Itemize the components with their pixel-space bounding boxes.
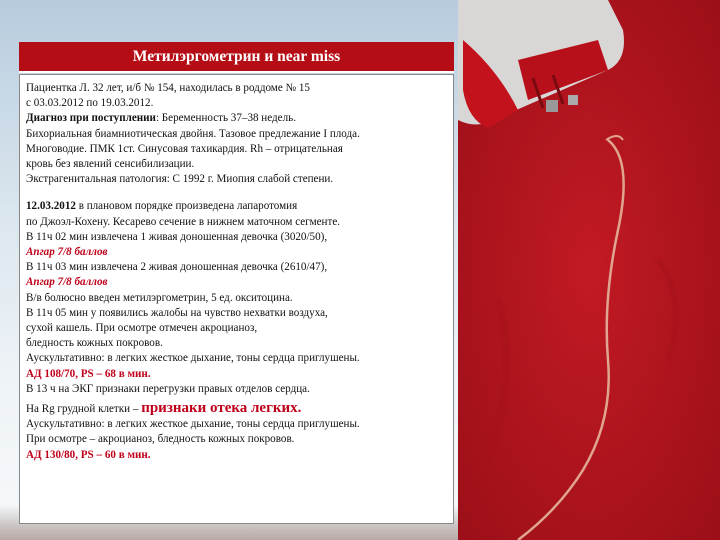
text-line	[26, 401, 447, 417]
slide-title: Метилэргометрин и near miss	[19, 42, 454, 73]
text-line: Многоводие. ПМК 1ст. Синусовая тахикардия. Rh – отрицательная	[26, 142, 343, 155]
text-line: В/в болюсно введен метилэргометрин, 5 ед. окситоцина.	[26, 291, 293, 304]
text-line: В 11ч 03 мин извлечена 2 живая доношенная девочка (2610/47),	[26, 261, 328, 274]
text-line: по Джоэл-Кохену. Кесарево сечение в нижнем маточном сегменте.	[26, 215, 341, 228]
apgar-score-2: Апгар 7/8 баллов	[26, 276, 108, 289]
text-line: сухой кашель. При осмотре отмечен акроцианоз,	[26, 322, 258, 335]
xray-prefix: На Rg грудной клетки –	[26, 403, 142, 416]
text-line: В 13 ч на ЭКГ признаки перегрузки правых отделов сердца.	[26, 382, 310, 395]
operation-text: в плановом порядке произведена лапаротомия	[75, 200, 298, 213]
text-line: Бихориальная биамниотическая двойня. Тазовое предлежание I плода.	[26, 127, 360, 140]
text-line: с 03.03.2012 по 19.03.2012.	[26, 97, 154, 110]
text-line: Аускультативно: в легких жесткое дыхание, тоны сердца приглушены.	[26, 352, 360, 365]
text-line: Пациентка Л. 32 лет, и/б № 154, находилась в роддоме № 15	[26, 82, 310, 94]
blood-bag-image	[458, 0, 720, 540]
text-line: бледность кожных покровов.	[26, 337, 163, 350]
text-line: Экстрагенитальная патология: С 1992 г. Миопия слабой степени.	[26, 173, 334, 186]
diagnosis-label: Диагноз при поступлении	[26, 112, 156, 125]
text-line	[26, 111, 447, 126]
text-line: кровь без явлений сенсибилизации.	[26, 158, 195, 171]
text-line: В 11ч 05 мин у появились жалобы на чувство нехватки воздуха,	[26, 306, 328, 319]
case-text-box	[19, 74, 454, 524]
pulmonary-edema-highlight: признаки отека легких.	[141, 400, 302, 417]
spacer	[26, 187, 447, 199]
operation-date: 12.03.2012	[26, 200, 76, 213]
text-line: При осмотре – акроцианоз, бледность кожных покровов.	[26, 433, 295, 446]
text-line: Аускультативно: в легких жесткое дыхание, тоны сердца приглушены.	[26, 418, 360, 431]
text-line	[26, 199, 447, 214]
vitals-1: АД 108/70, PS – 68 в мин.	[26, 367, 151, 380]
text-line: В 11ч 02 мин извлечена 1 живая доношенная девочка (3020/50),	[26, 230, 328, 243]
apgar-score-1: Апгар 7/8 баллов	[26, 246, 108, 259]
decorative-image-panel	[458, 0, 720, 540]
vitals-2: АД 130/80, PS – 60 в мин.	[26, 448, 151, 461]
diagnosis-text: : Беременность 37–38 недель.	[155, 112, 296, 125]
